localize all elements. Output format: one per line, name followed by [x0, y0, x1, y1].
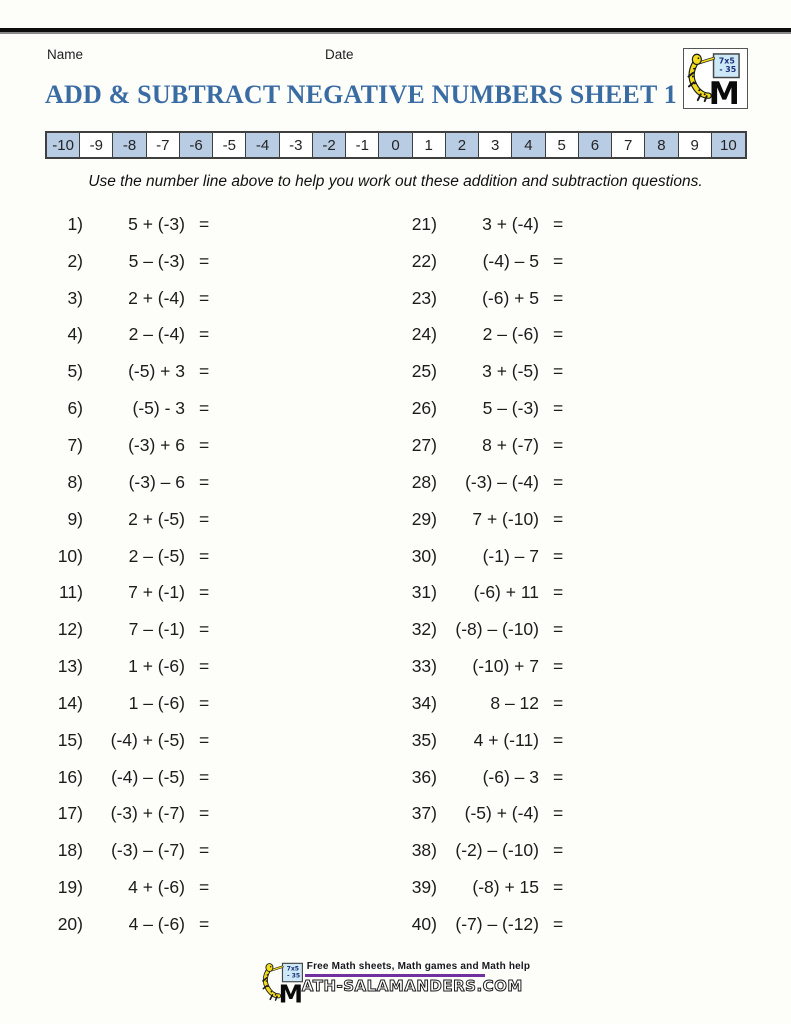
equals-sign: =: [553, 877, 564, 898]
problem-number: 23): [411, 287, 437, 308]
problem-expression: 1 – (-6): [128, 692, 185, 713]
equals-sign: =: [553, 361, 564, 382]
number-line-cell: -1: [346, 133, 379, 157]
problem-expression: 2 + (-5): [128, 508, 185, 529]
problem-row: [392, 611, 573, 648]
problem-row: [38, 796, 219, 833]
problem-expression: 7 + (-10): [472, 508, 539, 529]
problem-expression: (-6) + 5: [482, 287, 539, 308]
instruction-text: Use the number line above to help you work out these addition and subtraction questions.: [88, 173, 703, 190]
page-title: ADD & SUBTRACT NEGATIVE NUMBERS SHEET 1: [45, 80, 677, 109]
problem-number: 40): [411, 913, 437, 934]
problem-number: 31): [411, 582, 437, 603]
equals-sign: =: [553, 619, 564, 640]
problem-row: [392, 538, 573, 575]
problem-row: [38, 685, 219, 722]
problem-expression: (-6) + 11: [473, 582, 539, 603]
number-line-cell: 6: [579, 133, 612, 157]
problem-number: 18): [57, 840, 83, 861]
problem-number: 9): [67, 508, 83, 529]
problem-row: [392, 353, 573, 390]
problem-number: 39): [411, 877, 437, 898]
number-line-cell: -9: [80, 133, 113, 157]
problem-number: 6): [67, 398, 83, 419]
number-line-cell: 4: [512, 133, 545, 157]
problem-number: 3): [67, 287, 83, 308]
problem-expression: (-8) – (-10): [455, 619, 539, 640]
problem-expression: 2 – (-5): [128, 545, 185, 566]
problem-row: [38, 869, 219, 906]
problem-number: 5): [67, 361, 83, 382]
problem-expression: (-5) + 3: [128, 361, 185, 382]
problem-expression: 1 + (-6): [128, 656, 185, 677]
equals-sign: =: [199, 656, 210, 677]
problem-expression: 2 + (-4): [128, 287, 185, 308]
equals-sign: =: [553, 803, 564, 824]
problem-expression: 8 + (-7): [482, 434, 539, 455]
problem-number: 22): [411, 250, 437, 271]
problem-number: 7): [67, 434, 83, 455]
problem-expression: (-4) + (-5): [110, 729, 185, 750]
problem-row: [38, 538, 219, 575]
problem-row: [392, 648, 573, 685]
problem-expression: 7 – (-1): [128, 619, 185, 640]
equals-sign: =: [199, 287, 210, 308]
problem-number: 14): [57, 692, 83, 713]
problem-row: [392, 759, 573, 796]
footer-text-block: [293, 961, 530, 995]
equals-sign: =: [199, 361, 210, 382]
problem-number: 1): [67, 213, 83, 234]
problem-number: 10): [57, 545, 83, 566]
equals-sign: =: [199, 803, 210, 824]
equals-sign: =: [199, 213, 210, 234]
problem-row: [38, 353, 219, 390]
equals-sign: =: [553, 729, 564, 750]
name-field-label: Name: [47, 47, 84, 62]
equals-sign: =: [553, 508, 564, 529]
problem-expression: 4 + (-6): [128, 877, 185, 898]
problem-row: [392, 906, 573, 943]
date-field-label: Date: [325, 47, 354, 62]
problem-row: [38, 464, 219, 501]
problem-number: 25): [411, 361, 437, 382]
problem-number: 4): [67, 324, 83, 345]
problems-column-left: [38, 206, 219, 943]
problem-row: [392, 390, 573, 427]
footer-site-name: ATH-SALAMANDERS.COM: [301, 977, 523, 995]
problem-row: [392, 501, 573, 538]
equals-sign: =: [199, 840, 210, 861]
equals-sign: =: [553, 656, 564, 677]
number-line-cell: 3: [479, 133, 512, 157]
problem-expression: (-4) – (-5): [111, 766, 185, 787]
problem-number: 17): [57, 803, 83, 824]
number-line-cell: 7: [612, 133, 645, 157]
problem-row: [38, 280, 219, 317]
problem-number: 2): [67, 250, 83, 271]
problem-number: 15): [57, 729, 83, 750]
problem-expression: 8 – 12: [490, 692, 539, 713]
problem-expression: 7 + (-1): [128, 582, 185, 603]
problem-expression: (-6) – 3: [482, 766, 539, 787]
problem-expression: (-7) – (-12): [455, 913, 539, 934]
problem-row: [38, 574, 219, 611]
number-line-cell: -3: [280, 133, 313, 157]
number-line-cell: -2: [313, 133, 346, 157]
problem-number: 24): [411, 324, 437, 345]
problem-expression: 3 + (-5): [482, 361, 539, 382]
equals-sign: =: [199, 471, 210, 492]
number-line-cell: -4: [246, 133, 279, 157]
problem-expression: (-3) – (-4): [465, 471, 539, 492]
problem-expression: (-5) - 3: [132, 398, 185, 419]
problem-number: 19): [57, 877, 83, 898]
problem-number: 32): [411, 619, 437, 640]
equals-sign: =: [553, 324, 564, 345]
problem-expression: 5 – (-3): [482, 398, 539, 419]
problem-row: [38, 427, 219, 464]
problem-expression: (-3) + (-7): [110, 803, 185, 824]
problem-number: 37): [411, 803, 437, 824]
footer-tagline: Free Math sheets, Math games and Math help: [306, 961, 531, 972]
problem-row: [38, 501, 219, 538]
problem-row: [38, 611, 219, 648]
problem-number: 27): [411, 434, 437, 455]
problem-row: [392, 464, 573, 501]
number-line-cell: 8: [645, 133, 678, 157]
footer-branding: [0, 961, 791, 1004]
problem-row: [392, 427, 573, 464]
problem-number: 21): [411, 213, 437, 234]
problem-expression: 4 + (-11): [473, 729, 539, 750]
equals-sign: =: [553, 913, 564, 934]
problem-expression: (-8) + 15: [472, 877, 539, 898]
math-salamanders-logo: [683, 48, 748, 109]
equals-sign: =: [553, 582, 564, 603]
equals-sign: =: [199, 398, 210, 419]
problem-number: 35): [411, 729, 437, 750]
equals-sign: =: [553, 213, 564, 234]
problem-expression: 5 + (-3): [128, 213, 185, 234]
number-line-cell: -8: [113, 133, 146, 157]
problem-row: [38, 722, 219, 759]
problem-row: [392, 317, 573, 354]
problem-row: [392, 243, 573, 280]
problem-number: 16): [57, 766, 83, 787]
problem-expression: (-4) – 5: [482, 250, 539, 271]
problem-row: [392, 574, 573, 611]
number-line-cell: 2: [446, 133, 479, 157]
equals-sign: =: [199, 434, 210, 455]
problem-row: [392, 832, 573, 869]
problem-row: [38, 759, 219, 796]
problem-row: [38, 317, 219, 354]
equals-sign: =: [199, 582, 210, 603]
equals-sign: =: [199, 545, 210, 566]
problem-number: 29): [411, 508, 437, 529]
number-line-cell: 9: [679, 133, 712, 157]
problem-row: [38, 648, 219, 685]
number-line-cell: 10: [712, 133, 745, 157]
problem-row: [392, 685, 573, 722]
problem-row: [38, 390, 219, 427]
problem-row: [392, 206, 573, 243]
problem-expression: 5 – (-3): [128, 250, 185, 271]
equals-sign: =: [553, 434, 564, 455]
equals-sign: =: [199, 877, 210, 898]
problem-expression: (-2) – (-10): [455, 840, 539, 861]
salamander-logo-icon: [686, 51, 745, 106]
number-line-cell: -7: [147, 133, 180, 157]
equals-sign: =: [199, 729, 210, 750]
number-line-cell: -5: [213, 133, 246, 157]
problem-row: [38, 906, 219, 943]
equals-sign: =: [553, 766, 564, 787]
problem-expression: 3 + (-4): [482, 213, 539, 234]
problem-number: 26): [411, 398, 437, 419]
problem-number: 38): [411, 840, 437, 861]
problem-number: 20): [57, 913, 83, 934]
problem-number: 11): [59, 582, 83, 603]
problem-row: [392, 869, 573, 906]
equals-sign: =: [199, 766, 210, 787]
problem-row: [392, 722, 573, 759]
equals-sign: =: [199, 619, 210, 640]
number-line-cell: 0: [379, 133, 412, 157]
problem-number: 28): [411, 471, 437, 492]
problem-number: 33): [411, 656, 437, 677]
problem-expression: (-3) + 6: [128, 434, 185, 455]
top-divider: [0, 28, 791, 34]
equals-sign: =: [553, 545, 564, 566]
problem-expression: (-3) – 6: [128, 471, 185, 492]
equals-sign: =: [553, 840, 564, 861]
problem-expression: (-10) + 7: [472, 656, 539, 677]
problem-expression: 4 – (-6): [128, 913, 185, 934]
problem-expression: (-3) – (-7): [111, 840, 185, 861]
problem-expression: (-1) – 7: [482, 545, 539, 566]
equals-sign: =: [553, 471, 564, 492]
problem-row: [392, 796, 573, 833]
problem-row: [38, 832, 219, 869]
equals-sign: =: [553, 250, 564, 271]
equals-sign: =: [553, 287, 564, 308]
problem-number: 30): [411, 545, 437, 566]
number-line-cell: -6: [180, 133, 213, 157]
equals-sign: =: [199, 692, 210, 713]
problem-row: [392, 280, 573, 317]
problem-row: [38, 206, 219, 243]
problem-number: 12): [57, 619, 83, 640]
equals-sign: =: [199, 324, 210, 345]
problem-expression: (-5) + (-4): [464, 803, 539, 824]
number-line-cell: 5: [546, 133, 579, 157]
problem-number: 13): [57, 656, 83, 677]
problem-number: 8): [67, 471, 83, 492]
problem-row: [38, 243, 219, 280]
number-line-cell: 1: [413, 133, 446, 157]
problem-expression: 2 – (-6): [482, 324, 539, 345]
problem-expression: 2 – (-4): [128, 324, 185, 345]
problem-number: 34): [411, 692, 437, 713]
equals-sign: =: [199, 508, 210, 529]
equals-sign: =: [199, 250, 210, 271]
number-line: [45, 131, 747, 159]
problem-number: 36): [411, 766, 437, 787]
equals-sign: =: [553, 692, 564, 713]
equals-sign: =: [199, 913, 210, 934]
number-line-cell: -10: [47, 133, 80, 157]
equals-sign: =: [553, 398, 564, 419]
problems-column-right: [392, 206, 573, 943]
